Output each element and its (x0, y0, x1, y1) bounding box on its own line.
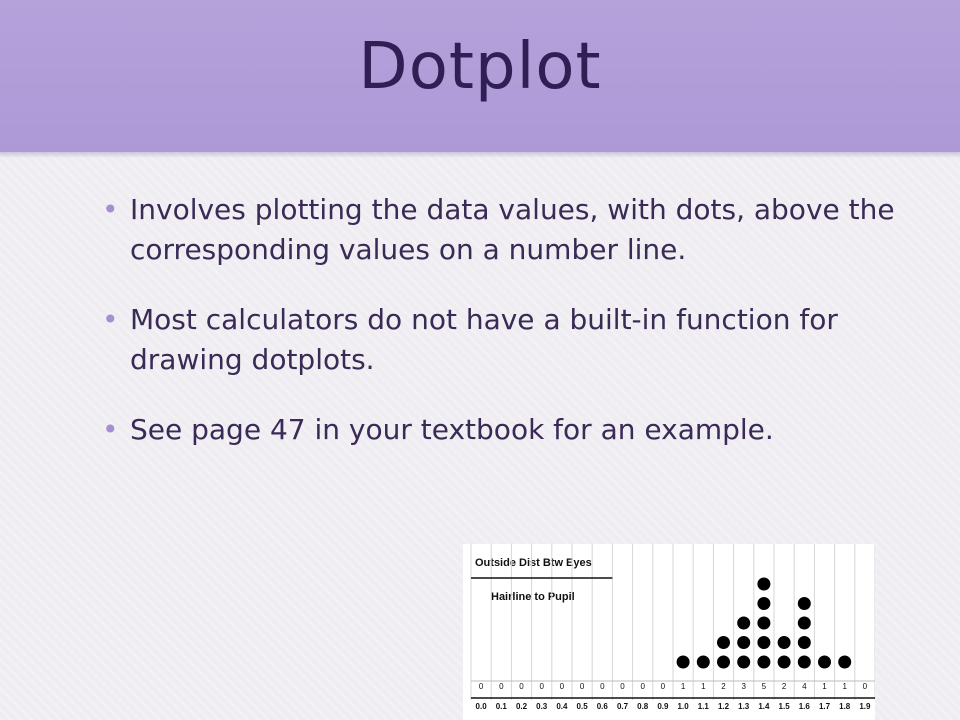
x-tick-label: 0.7 (616, 702, 629, 711)
dotplot-chart (463, 544, 875, 720)
data-dot (818, 656, 831, 669)
x-tick-label: 1.0 (677, 702, 689, 711)
bullet-text: Involves plotting the data values, with dots, above the corresponding values on a number line. (130, 193, 895, 266)
slide-title: Dotplot (358, 30, 602, 104)
count-label: 0 (478, 682, 484, 691)
x-tick-label: 1.9 (859, 702, 871, 711)
data-dot (798, 597, 811, 610)
count-label: 1 (842, 682, 847, 691)
count-label: 2 (721, 682, 726, 691)
count-label: 0 (620, 682, 625, 691)
x-tick-label: 1.3 (738, 702, 750, 711)
count-label: 0 (600, 682, 605, 691)
count-label: 1 (822, 682, 827, 691)
x-tick-label: 1.2 (717, 702, 730, 711)
x-tick-label: 0.0 (475, 702, 487, 711)
bullet-marker: • (102, 303, 119, 336)
data-dot (778, 636, 791, 649)
data-dot (737, 656, 750, 669)
x-tick-label: 0.5 (576, 702, 588, 711)
data-dot (757, 578, 770, 591)
bullet-text: Most calculators do not have a built-in function for drawing dotplots. (130, 303, 838, 376)
x-tick-label: 1.1 (697, 702, 709, 711)
data-dot (757, 636, 770, 649)
x-tick-label: 0.4 (556, 702, 568, 711)
data-dot (737, 636, 750, 649)
count-label: 0 (660, 682, 666, 691)
count-label: 0 (499, 682, 504, 691)
data-dot (717, 656, 730, 669)
data-dot (838, 656, 851, 669)
count-label: 0 (862, 682, 868, 691)
count-label: 0 (519, 682, 524, 691)
x-tick-label: 0.3 (536, 702, 548, 711)
bullet-marker: • (102, 193, 119, 226)
x-tick-label: 1.7 (818, 702, 831, 711)
data-dot (697, 656, 710, 669)
dotplot-figure (463, 544, 875, 720)
x-tick-label: 1.4 (758, 702, 770, 711)
x-tick-label: 1.8 (839, 702, 851, 711)
bullet-marker: • (102, 413, 119, 446)
data-dot (798, 656, 811, 669)
count-label: 4 (802, 682, 807, 691)
x-tick-label: 0.1 (495, 702, 507, 711)
data-dot (757, 656, 770, 669)
data-dot (757, 597, 770, 610)
x-tick-label: 0.9 (657, 702, 669, 711)
data-dot (757, 617, 770, 630)
data-dot (717, 636, 730, 649)
chart-subtitle: Hairline to Pupil (491, 591, 575, 603)
x-tick-label: 0.2 (515, 702, 528, 711)
x-tick-label: 1.6 (798, 702, 810, 711)
bullet-item (100, 190, 900, 270)
count-label: 2 (781, 682, 787, 691)
bullet-item (100, 300, 900, 380)
count-label: 0 (640, 682, 645, 691)
data-dot (798, 617, 811, 630)
data-dot (737, 617, 750, 630)
count-label: 1 (701, 682, 706, 691)
count-label: 0 (559, 682, 565, 691)
count-label: 5 (761, 682, 767, 691)
count-label: 0 (579, 682, 585, 691)
data-dot (778, 656, 791, 669)
count-label: 3 (741, 682, 746, 691)
x-tick-label: 0.8 (637, 702, 649, 711)
bullet-text: See page 47 in your textbook for an example. (130, 413, 774, 446)
data-dot (798, 636, 811, 649)
count-label: 1 (680, 682, 686, 691)
data-dot (677, 656, 690, 669)
bullet-list (100, 190, 900, 480)
chart-title: Outside Dist Btw Eyes (475, 557, 592, 569)
x-tick-label: 1.5 (778, 702, 790, 711)
x-tick-label: 0.6 (596, 702, 608, 711)
count-label: 0 (539, 682, 544, 691)
bullet-item (100, 410, 900, 450)
